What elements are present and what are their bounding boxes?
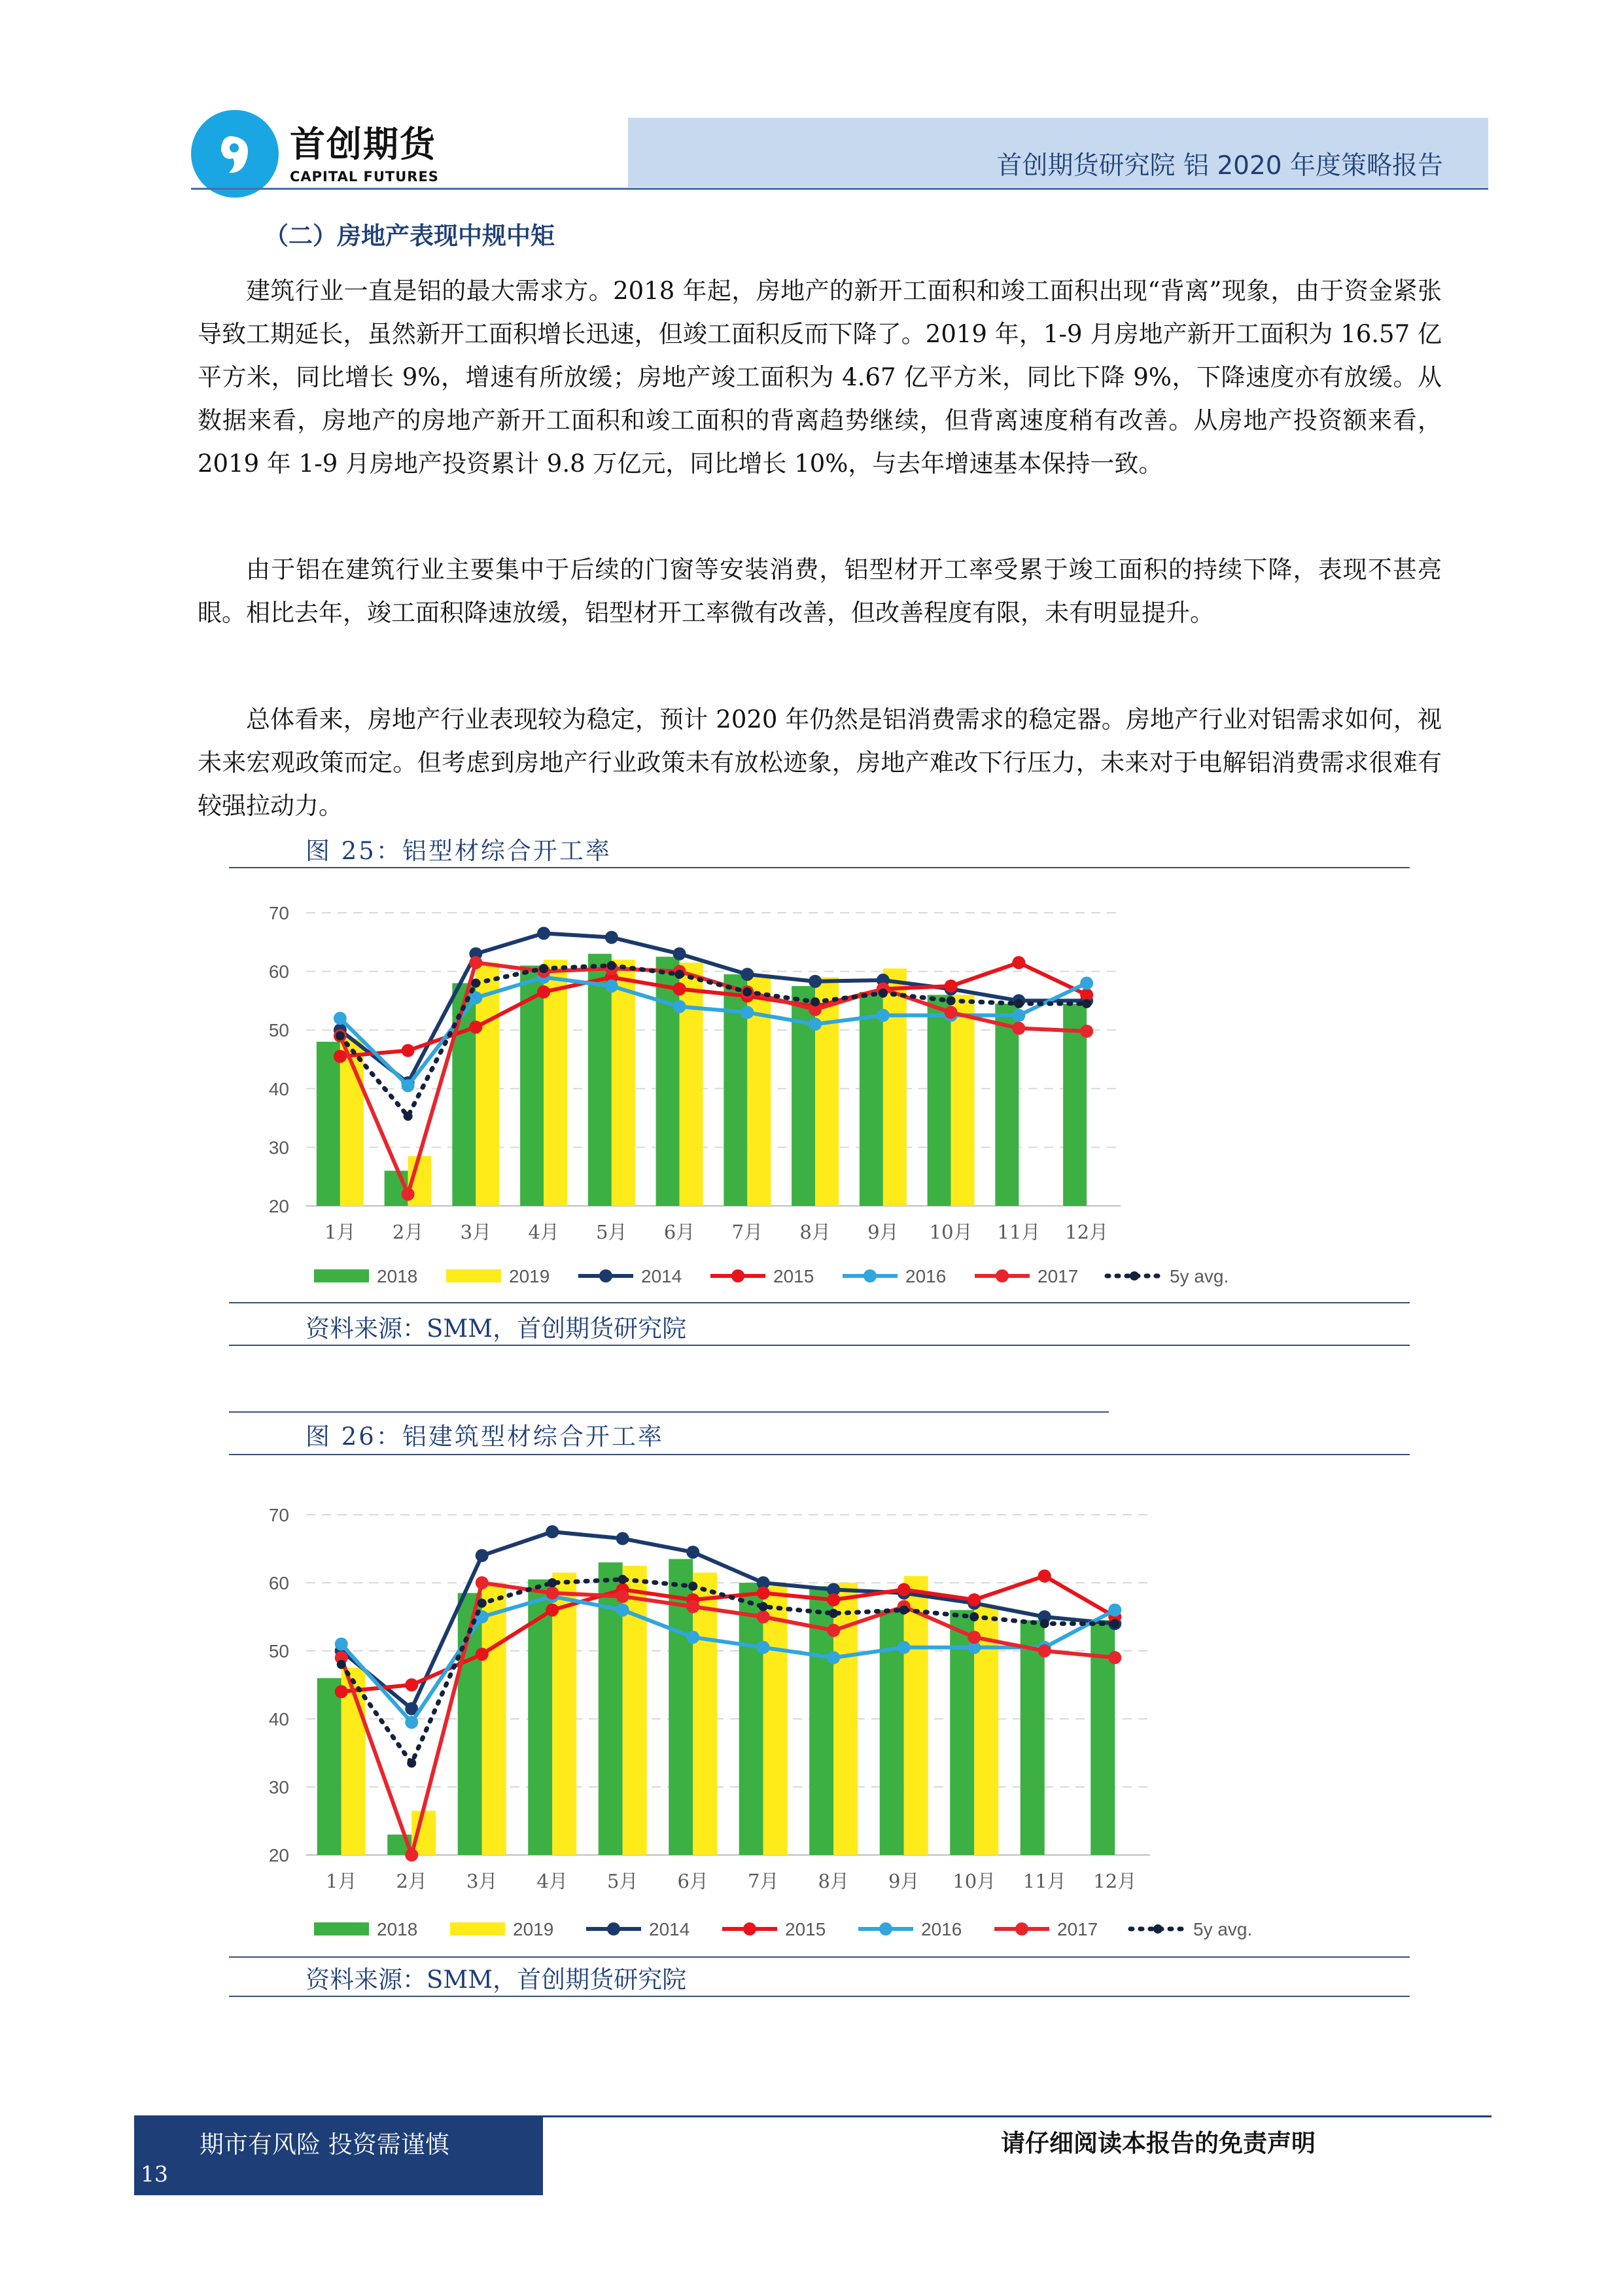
bar-2019: [763, 1586, 788, 1855]
bar-2018: [317, 1042, 340, 1206]
legend-marker-2017: [1015, 1922, 1028, 1935]
point-2015: [757, 1587, 770, 1600]
figure-26-source: 资料来源：SMM，首创期货研究院: [305, 1966, 687, 1994]
point-2015: [827, 1593, 840, 1606]
point-5y-avg: [1014, 999, 1023, 1008]
x-tick-label: 8月: [799, 1221, 831, 1243]
company-name-en: CAPITAL FUTURES: [290, 169, 439, 185]
figure-25-chart: [229, 870, 1410, 1296]
point-2017: [402, 1188, 415, 1201]
point-2016: [334, 1012, 347, 1025]
legend-marker-5y-avg: [1130, 1271, 1139, 1280]
legend-label-2019: 2019: [509, 1266, 550, 1286]
paragraph-3: 总体看来，房地产行业表现较为稳定，预计 2020 年仍然是铝消费需求的稳定器。房地产行业对铝需求如何，视未来宏观政策而定。但考虑到房地产行业政策未有放松迹象，房地产难改下行压力，未来对于电解铝消费需求很难有较强拉动力。: [198, 705, 1442, 820]
point-5y-avg: [947, 996, 956, 1005]
bar-2018: [860, 992, 883, 1206]
legend-marker-2014: [599, 1269, 612, 1282]
point-2017: [757, 1610, 770, 1623]
point-2016: [605, 980, 618, 993]
legend-label-2017: 2017: [1038, 1266, 1079, 1286]
bar-2019: [612, 960, 635, 1206]
point-5y-avg: [742, 987, 752, 997]
risk-warning: 期市有风险 投资需谨慎: [200, 2130, 449, 2159]
paragraph-2: 由于铝在建筑行业主要集中于后续的门窗等安装消费，铝型材开工率受累于竣工面积的持续下降，表现不甚亮眼。相比去年，竣工面积降速放缓，铝型材开工率微有改善，但改善程度有限，未有明显提升。: [198, 556, 1442, 627]
point-2016: [827, 1651, 840, 1664]
legend-label-2014: 2014: [649, 1919, 690, 1939]
point-5y-avg: [759, 1602, 768, 1611]
bar-2018: [739, 1583, 763, 1855]
point-5y-avg: [471, 979, 480, 988]
point-2017: [469, 956, 482, 969]
point-5y-avg: [1110, 1619, 1119, 1628]
x-tick-label: 10月: [952, 1870, 996, 1892]
header-divider: [191, 188, 1488, 190]
x-tick-label: 5月: [607, 1870, 638, 1892]
y-tick-label: 60: [268, 1573, 289, 1593]
figure-25-source-rule: [229, 1345, 1410, 1346]
y-tick-label: 70: [268, 1505, 289, 1525]
paragraph-1: 建筑行业一直是铝的最大需求方。2018 年起，房地产的新开工面积和竣工面积出现“背离”现象，由于资金紧张导致工期延长，虽然新开工面积增长迅速，但竣工面积反而下降了。2019 年，1-9 月房地产新开工面积为 16.57 亿平方米，同比增长 9%，增速有所放缓；房地产竣工面积为 4.67 亿平方米，同比下降 9%，下降速度亦有放缓。从数据来看，房地产的房地产新开工面积和竣工面积的背离趋势继续，但背离速度稍有改善。从房地产投资额来看，2019 年 1-9 月房地产投资累计 9.8 万亿元，同比增长 10%，与去年增速基本保持一致。: [198, 277, 1442, 478]
point-2015: [334, 1050, 347, 1063]
x-tick-label: 10月: [929, 1221, 973, 1243]
bar-2018: [588, 954, 612, 1206]
point-5y-avg: [404, 1112, 413, 1121]
x-tick-label: 11月: [1022, 1870, 1066, 1892]
legend-label-2016: 2016: [921, 1919, 962, 1939]
bar-2018: [317, 1678, 341, 1855]
legend-label-2018: 2018: [377, 1919, 418, 1939]
figure-25-top-rule: [229, 867, 1410, 868]
legend-swatch-2019: [446, 1269, 501, 1282]
legend-label-2018: 2018: [377, 1266, 418, 1286]
point-2016: [686, 1631, 699, 1644]
figure-25-source: 资料来源：SMM，首创期货研究院: [305, 1315, 687, 1343]
x-tick-label: 4月: [528, 1221, 559, 1243]
legend-marker-5y-avg: [1153, 1924, 1162, 1934]
point-2015: [546, 1604, 559, 1617]
disclaimer-notice: 请仔细阅读本报告的免责声明: [1001, 2129, 1316, 2157]
point-5y-avg: [1082, 999, 1091, 1008]
y-tick-label: 30: [268, 1137, 289, 1158]
point-2015: [402, 1044, 415, 1057]
figure-26-top-rule: [229, 1454, 1410, 1455]
point-5y-avg: [337, 1660, 346, 1669]
legend-marker-2014: [607, 1922, 620, 1935]
point-5y-avg: [336, 1031, 345, 1040]
legend-label-5yavg: 5y avg.: [1170, 1266, 1229, 1286]
point-5y-avg: [969, 1612, 979, 1621]
x-tick-label: 5月: [596, 1221, 627, 1243]
point-2014: [476, 1549, 489, 1562]
point-2017: [827, 1624, 840, 1637]
x-tick-label: 12月: [1065, 1221, 1109, 1243]
point-2017: [1012, 1022, 1025, 1035]
bar-2019: [904, 1576, 928, 1855]
point-2014: [616, 1532, 629, 1545]
x-tick-label: 3月: [460, 1221, 492, 1243]
point-2016: [757, 1641, 770, 1654]
point-2016: [1012, 1009, 1025, 1022]
x-tick-label: 9月: [888, 1870, 920, 1892]
point-2017: [1108, 1651, 1121, 1664]
page-number: 13: [141, 2161, 168, 2187]
legend-label-2015: 2015: [785, 1919, 826, 1939]
point-5y-avg: [688, 1581, 697, 1591]
point-2014: [809, 975, 822, 988]
point-2017: [968, 1631, 981, 1644]
point-2016: [673, 1000, 686, 1013]
footer-divider: [543, 2115, 1492, 2117]
point-2014: [741, 968, 754, 981]
point-5y-avg: [548, 1578, 557, 1587]
legend-label-2019: 2019: [513, 1919, 554, 1939]
y-tick-label: 20: [268, 1845, 289, 1865]
logo-icon: [191, 110, 279, 198]
point-2015: [476, 1648, 489, 1661]
figure-25-bottom-rule: [229, 1302, 1410, 1303]
point-2014: [537, 927, 550, 940]
legend-marker-2017: [996, 1269, 1009, 1282]
point-2016: [405, 1716, 418, 1729]
point-5y-avg: [811, 997, 820, 1006]
legend-marker-2016: [879, 1922, 892, 1935]
x-tick-label: 2月: [396, 1870, 427, 1892]
legend-marker-2015: [731, 1269, 744, 1282]
bar-2019: [693, 1572, 717, 1855]
bar-2018: [452, 983, 476, 1206]
x-tick-label: 8月: [818, 1870, 849, 1892]
figure-25-title: 图 25：铝型材综合开工率: [305, 837, 612, 865]
point-2016: [741, 1006, 754, 1019]
point-5y-avg: [618, 1575, 627, 1584]
point-2014: [686, 1545, 699, 1559]
point-2015: [1038, 1570, 1051, 1583]
point-2014: [673, 947, 686, 961]
x-tick-label: 9月: [867, 1221, 899, 1243]
x-tick-label: 12月: [1093, 1870, 1137, 1892]
x-tick-label: 1月: [324, 1221, 356, 1243]
point-2016: [1080, 977, 1093, 990]
x-tick-label: 3月: [466, 1870, 498, 1892]
point-2017: [476, 1576, 489, 1589]
legend-label-2014: 2014: [641, 1266, 682, 1286]
point-2015: [335, 1685, 348, 1698]
point-2015: [405, 1678, 418, 1691]
company-name-cn: 首创期货: [290, 124, 436, 165]
bar-2019: [680, 963, 703, 1206]
point-5y-avg: [407, 1759, 416, 1768]
x-tick-label: 1月: [326, 1870, 357, 1892]
legend-label-5yavg: 5y avg.: [1193, 1919, 1253, 1939]
y-tick-label: 50: [268, 1641, 289, 1661]
figure-26-chart: [229, 1459, 1410, 1950]
point-2015: [469, 1021, 482, 1034]
x-tick-label: 7月: [748, 1870, 779, 1892]
point-2017: [945, 1006, 958, 1019]
point-2017: [546, 1587, 559, 1600]
figure-26-title: 图 26：铝建筑型材综合开工率: [305, 1422, 664, 1451]
point-2015: [673, 982, 686, 995]
section-heading: （二）房地产表现中规中矩: [264, 221, 555, 250]
point-2014: [605, 931, 618, 944]
x-tick-label: 4月: [536, 1870, 568, 1892]
point-2015: [898, 1583, 911, 1596]
point-2016: [1108, 1604, 1121, 1617]
point-2015: [945, 980, 958, 993]
y-tick-label: 40: [268, 1709, 289, 1729]
y-tick-label: 50: [268, 1020, 289, 1041]
bar-2019: [951, 995, 975, 1206]
point-5y-avg: [829, 1609, 838, 1618]
point-2015: [537, 985, 550, 998]
point-2017: [1038, 1644, 1051, 1657]
figure-26-bottom-rule: [229, 1956, 1410, 1958]
point-5y-avg: [899, 1606, 909, 1615]
y-tick-label: 30: [268, 1777, 289, 1797]
point-2016: [335, 1638, 348, 1651]
figure-26-pre-rule: [229, 1411, 1109, 1413]
x-tick-label: 2月: [392, 1221, 424, 1243]
legend-label-2015: 2015: [773, 1266, 814, 1286]
y-tick-label: 40: [268, 1078, 289, 1099]
legend-swatch-2018: [314, 1269, 369, 1282]
point-2017: [616, 1590, 629, 1603]
point-2017: [405, 1848, 418, 1862]
x-tick-label: 7月: [731, 1221, 763, 1243]
point-2014: [546, 1525, 559, 1538]
point-2017: [1080, 1025, 1093, 1038]
bar-2019: [482, 1583, 506, 1855]
bar-2019: [883, 968, 907, 1206]
point-2016: [877, 1009, 890, 1022]
point-5y-avg: [539, 964, 548, 973]
figure-26-source-rule: [229, 1996, 1410, 1997]
point-2016: [898, 1641, 911, 1654]
legend-swatch-2019: [450, 1922, 505, 1935]
point-5y-avg: [607, 961, 616, 970]
bar-2018: [928, 995, 951, 1206]
x-tick-label: 6月: [663, 1221, 695, 1243]
point-5y-avg: [675, 970, 684, 979]
y-tick-label: 70: [268, 903, 289, 923]
point-2015: [1012, 956, 1025, 969]
point-2015: [968, 1593, 981, 1606]
point-2016: [616, 1604, 629, 1617]
report-title: 首创期货研究院 铝 2020 年度策略报告: [996, 151, 1443, 181]
point-5y-avg: [1040, 1619, 1049, 1628]
legend-label-2017: 2017: [1057, 1919, 1098, 1939]
legend-swatch-2018: [314, 1922, 369, 1935]
x-tick-label: 6月: [677, 1870, 708, 1892]
point-5y-avg: [478, 1598, 487, 1608]
x-tick-label: 11月: [997, 1221, 1041, 1243]
point-2016: [402, 1079, 415, 1092]
point-2016: [809, 1017, 822, 1031]
y-tick-label: 20: [268, 1196, 289, 1216]
point-5y-avg: [879, 989, 888, 998]
bar-2018: [995, 1004, 1019, 1206]
point-2017: [686, 1600, 699, 1613]
legend-marker-2015: [743, 1922, 756, 1935]
legend-label-2016: 2016: [905, 1266, 947, 1286]
y-tick-label: 60: [268, 961, 289, 982]
legend-marker-2016: [864, 1269, 877, 1282]
